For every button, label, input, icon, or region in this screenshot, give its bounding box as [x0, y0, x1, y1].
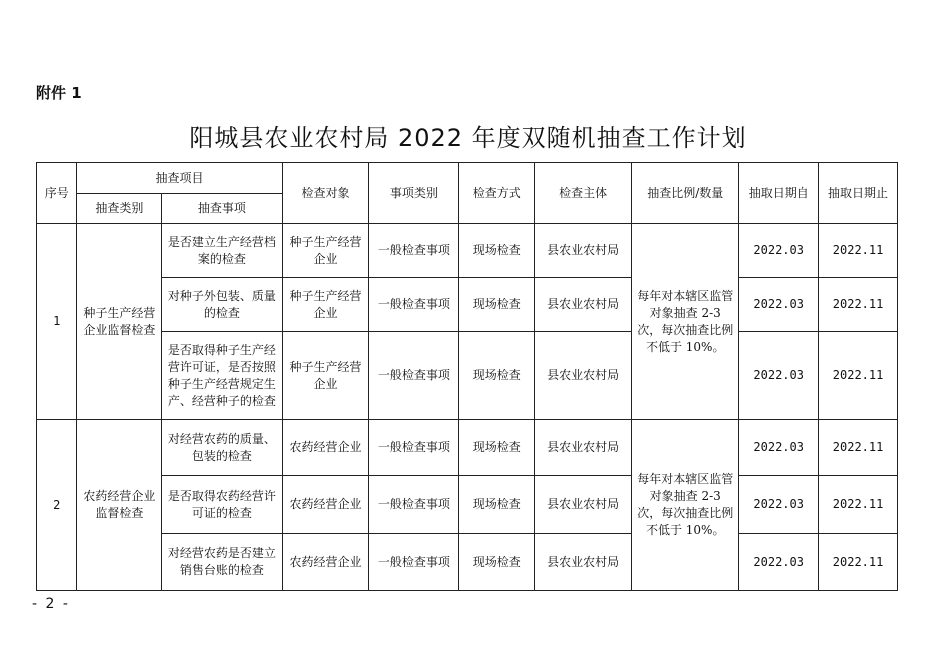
row-start-date: 2022.03	[739, 420, 819, 476]
row-matter: 对种子外包装、质量的检查	[162, 278, 282, 332]
row-end-date: 2022.11	[819, 476, 898, 534]
page-title: 阳城县农业农村局 2022 年度双随机抽查工作计划	[189, 124, 747, 152]
header-method: 检查方式	[459, 163, 535, 224]
row-start-date: 2022.03	[739, 332, 819, 420]
row-target: 种子生产经营企业	[282, 332, 369, 420]
table-row	[37, 476, 898, 534]
row-subject: 县农业农村局	[535, 420, 632, 476]
row-type: 一般检查事项	[369, 278, 459, 332]
header-seq: 序号	[37, 163, 77, 224]
row-target: 农药经营企业	[282, 420, 369, 476]
header-category: 抽查类别	[77, 194, 162, 224]
table-row	[37, 534, 898, 591]
row-end-date: 2022.11	[819, 224, 898, 278]
row-end-date: 2022.11	[819, 420, 898, 476]
page-number: - 2 -	[32, 596, 70, 612]
row-target: 农药经营企业	[282, 476, 369, 534]
header-subject: 检查主体	[535, 163, 632, 224]
header-item: 抽查项目	[77, 163, 282, 194]
row-method: 现场检查	[459, 476, 535, 534]
row-matter: 是否取得农药经营许可证的检查	[162, 476, 282, 534]
table-row	[37, 224, 898, 278]
header-ratio: 抽查比例/数量	[632, 163, 739, 224]
row-type: 一般检查事项	[369, 534, 459, 591]
row-start-date: 2022.03	[739, 278, 819, 332]
header-start-date: 抽取日期自	[739, 163, 819, 224]
row-type: 一般检查事项	[369, 420, 459, 476]
group-category: 种子生产经营企业监督检查	[77, 224, 162, 420]
header-target: 检查对象	[282, 163, 369, 224]
row-end-date: 2022.11	[819, 534, 898, 591]
row-subject: 县农业农村局	[535, 534, 632, 591]
group-seq: 2	[37, 420, 77, 591]
row-start-date: 2022.03	[739, 476, 819, 534]
row-end-date: 2022.11	[819, 278, 898, 332]
table-row	[37, 332, 898, 420]
row-matter: 是否建立生产经营档案的检查	[162, 224, 282, 278]
row-subject: 县农业农村局	[535, 224, 632, 278]
row-method: 现场检查	[459, 420, 535, 476]
row-type: 一般检查事项	[369, 224, 459, 278]
row-matter: 对经营农药的质量、包装的检查	[162, 420, 282, 476]
row-subject: 县农业农村局	[535, 332, 632, 420]
row-type: 一般检查事项	[369, 476, 459, 534]
row-method: 现场检查	[459, 534, 535, 591]
row-matter: 对经营农药是否建立销售台账的检查	[162, 534, 282, 591]
row-method: 现场检查	[459, 224, 535, 278]
row-target: 农药经营企业	[282, 534, 369, 591]
row-end-date: 2022.11	[819, 332, 898, 420]
table-row	[37, 278, 898, 332]
group-ratio: 每年对本辖区监管对象抽查 2-3 次，每次抽查比例不低于 10%。	[632, 224, 739, 420]
attachment-label: 附件 1	[36, 84, 82, 102]
row-method: 现场检查	[459, 278, 535, 332]
row-subject: 县农业农村局	[535, 476, 632, 534]
group-seq: 1	[37, 224, 77, 420]
table-row	[37, 420, 898, 476]
header-matter: 抽查事项	[162, 194, 282, 224]
header-end-date: 抽取日期止	[819, 163, 898, 224]
row-start-date: 2022.03	[739, 534, 819, 591]
row-matter: 是否取得种子生产经营许可证，是否按照种子生产经营规定生产、经营种子的检查	[162, 332, 282, 420]
row-type: 一般检查事项	[369, 332, 459, 420]
row-start-date: 2022.03	[739, 224, 819, 278]
row-target: 种子生产经营企业	[282, 278, 369, 332]
header-type: 事项类别	[369, 163, 459, 224]
row-method: 现场检查	[459, 332, 535, 420]
group-ratio: 每年对本辖区监管对象抽查 2-3 次，每次抽查比例不低于 10%。	[632, 420, 739, 591]
row-target: 种子生产经营企业	[282, 224, 369, 278]
inspection-plan-table	[36, 162, 898, 591]
row-subject: 县农业农村局	[535, 278, 632, 332]
group-category: 农药经营企业监督检查	[77, 420, 162, 591]
